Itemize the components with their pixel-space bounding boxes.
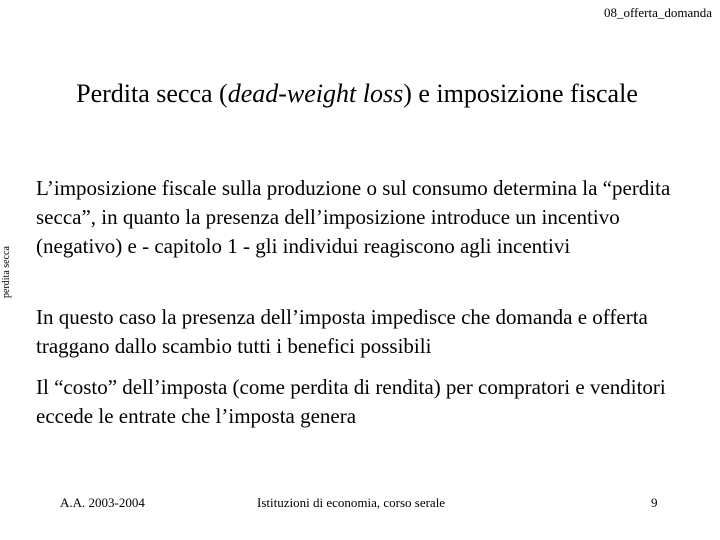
paragraph-incentive: L’imposizione fiscale sulla produzione o sul consumo determina la “perdita secca”, in quanto la presenza dell’imposizione introduce un incentivo (negativo) e - capitolo 1 - gli individui reagiscono agli incentivi xyxy=(36,176,671,258)
side-section-label: perdita secca xyxy=(1,246,12,298)
paragraph-tax-cost: Il “costo” dell’imposta (come perdita di rendita) per compratori e venditori eccede le entrate che l’imposta genera xyxy=(36,375,666,428)
title-text-before: Perdita secca ( xyxy=(76,79,228,108)
title-text-italic: dead-weight loss xyxy=(227,79,404,108)
paragraph-exchange-benefits: In questo caso la presenza dell’imposta impedisce che domanda e offerta traggano dallo scambio tutti i benefici possibili xyxy=(36,305,648,358)
title-text-after: ) e imposizione fiscale xyxy=(403,79,638,108)
footer-course-name: Istituzioni di economia, corso serale xyxy=(257,495,446,510)
footer-page-number: 9 xyxy=(651,495,658,510)
footer-academic-year: A.A. 2003-2004 xyxy=(60,495,145,510)
slide-title xyxy=(0,78,714,110)
file-tag: 08_offerta_domanda xyxy=(603,5,712,20)
